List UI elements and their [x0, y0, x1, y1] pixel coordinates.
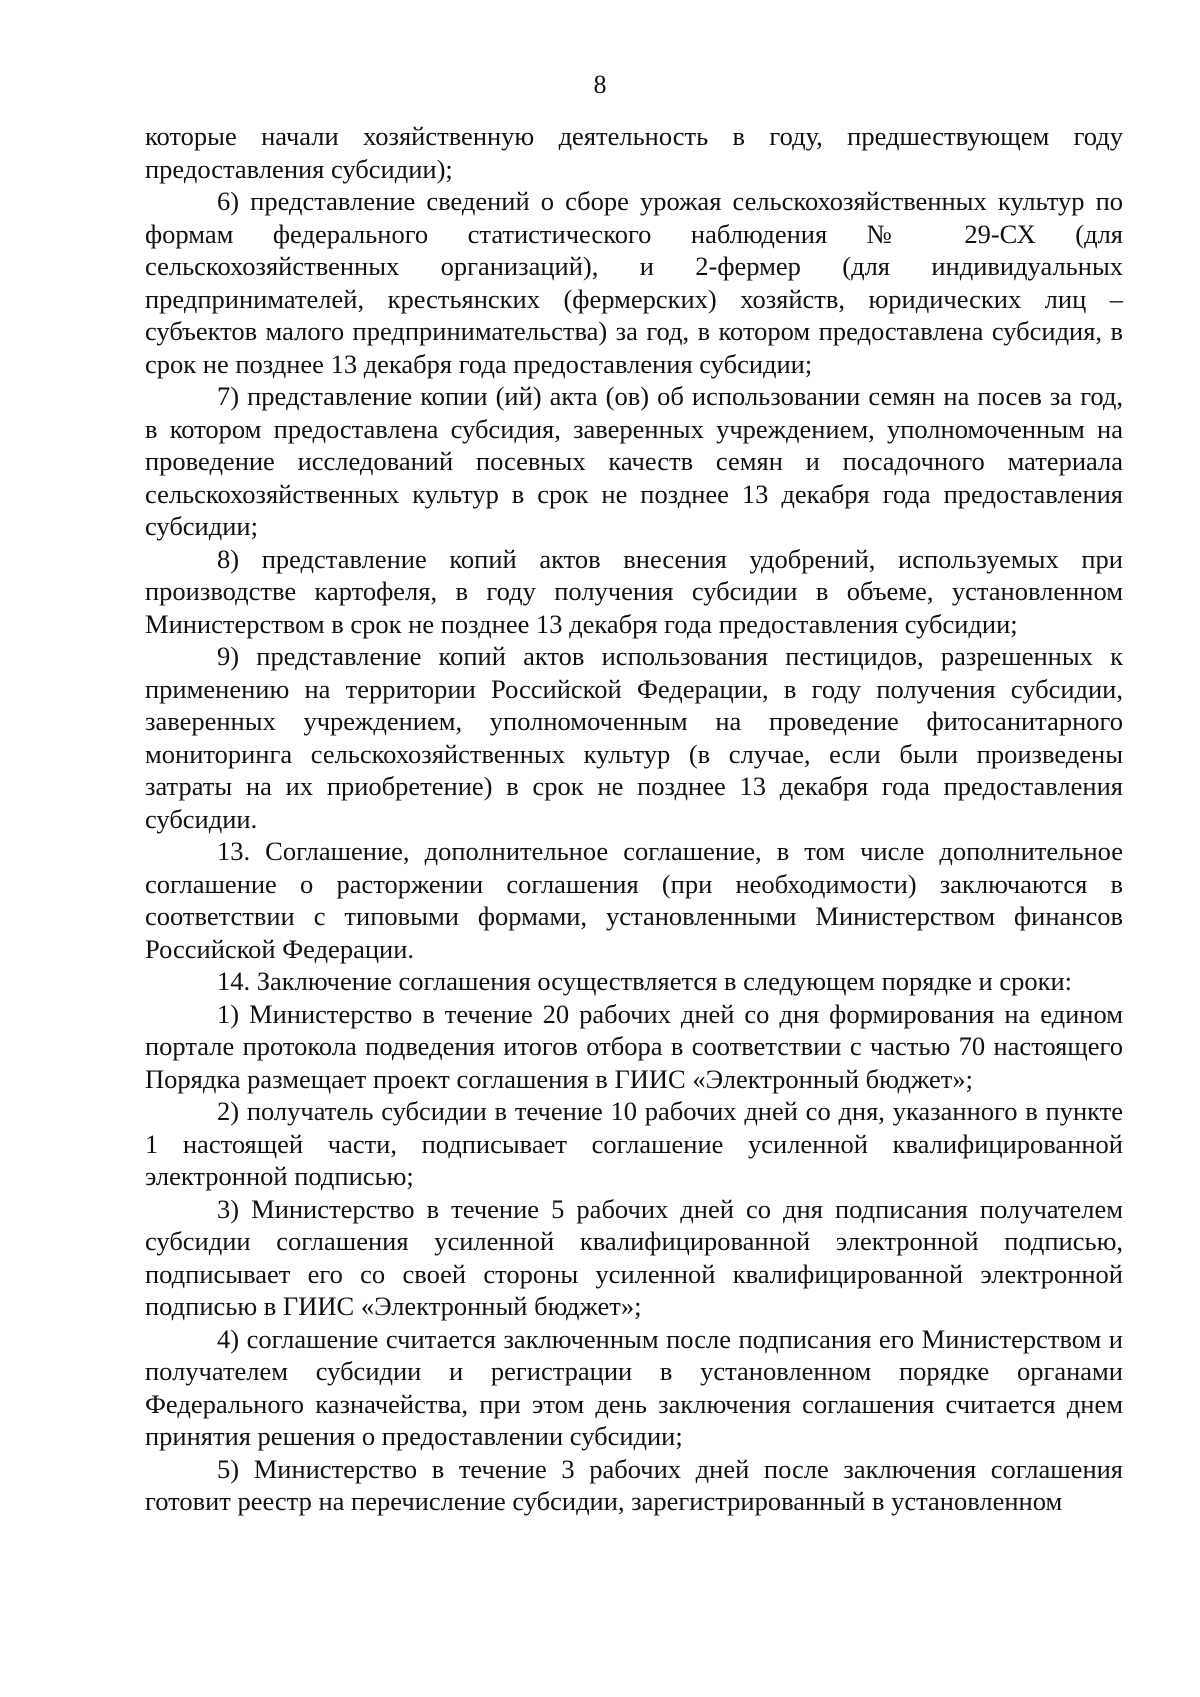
paragraph-step-3: 3) Министерство в течение 5 рабочих дней со дня подписания получателем субсидии соглашения усиленной квалифицированной электронной подписью, подписывает его со своей стороны усиленной квалифицированной электронной подписью в ГИИС «Электронный бюджет»; [145, 1193, 1123, 1321]
paragraph-section-13: 13. Соглашение, дополнительное соглашение, в том числе дополнительное соглашение о расторжении соглашения (при необходимости) заключаются в соответствии с типовыми формами, установленными Министерством финансов Российской Федерации. [145, 836, 1123, 964]
paragraph-item-8: 8) представление копий актов внесения удобрений, используемых при производстве картофеля, в году получения субсидии в объеме, установленном Министерством в срок не позднее 13 декабря года предоставления субсидии; [145, 543, 1123, 639]
paragraph-step-4: 4) соглашение считается заключенным после подписания его Министерством и получателем субсидии и регистрации в установленном порядке органами Федерального казначейства, при этом день заключения соглашения считается днем принятия решения о предоставлении субсидии; [145, 1323, 1123, 1451]
page-number: 8 [593, 70, 607, 99]
paragraph-continuation: которые начали хозяйственную деятельность в году, предшествующем году предоставления субсидии); [145, 121, 1123, 184]
paragraph-item-6: 6) представление сведений о сборе урожая сельскохозяйственных культур по формам федерального статистического наблюдения № 29-СХ (для сельскохозяйственных организаций), и 2-фермер (для индивидуальных предпринимателей, крестьянских (фермерских) хозяйств, юридических лиц – субъектов малого предпринимательства) за год, в котором предоставлена субсидия, в срок не позднее 13 декабря года предоставления субсидии; [145, 186, 1123, 379]
paragraph-step-2: 2) получатель субсидии в течение 10 рабочих дней со дня, указанного в пункте 1 настоящей части, подписывает соглашение усиленной квалифицированной электронной подписью; [145, 1096, 1123, 1191]
paragraph-item-9: 9) представление копий актов использования пестицидов, разрешенных к применению на территории Российской Федерации, в году получения субсидии, заверенных учреждением, уполномоченным на проведение фитосанитарного мониторинга сельскохозяйственных культур (в случае, если были произведены затраты на их приобретение) в срок не позднее 13 декабря года предоставления субсидии. [145, 641, 1123, 834]
paragraph-step-1: 1) Министерство в течение 20 рабочих дней со дня формирования на едином портале протокола подведения итогов отбора в соответствии с частью 70 настоящего Порядка размещает проект соглашения в ГИИС «Электронный бюджет»; [145, 998, 1123, 1094]
paragraph-step-5: 5) Министерство в течение 3 рабочих дней после заключения соглашения готовит реестр на перечисление субсидии, зарегистрированный в установленном [145, 1453, 1123, 1516]
paragraph-section-14: 14. Заключение соглашения осуществляется в следующем порядке и сроки: [217, 966, 1073, 996]
paragraph-item-7: 7) представление копии (ий) акта (ов) об использовании семян на посев за год, в котором предоставлена субсидия, заверенных учреждением, уполномоченным на проведение исследований посевных качеств семян и посадочного материала сельскохозяйственных культур в срок не позднее 13 декабря года предоставления субсидии; [145, 381, 1123, 541]
document-body [145, 120, 1123, 1518]
